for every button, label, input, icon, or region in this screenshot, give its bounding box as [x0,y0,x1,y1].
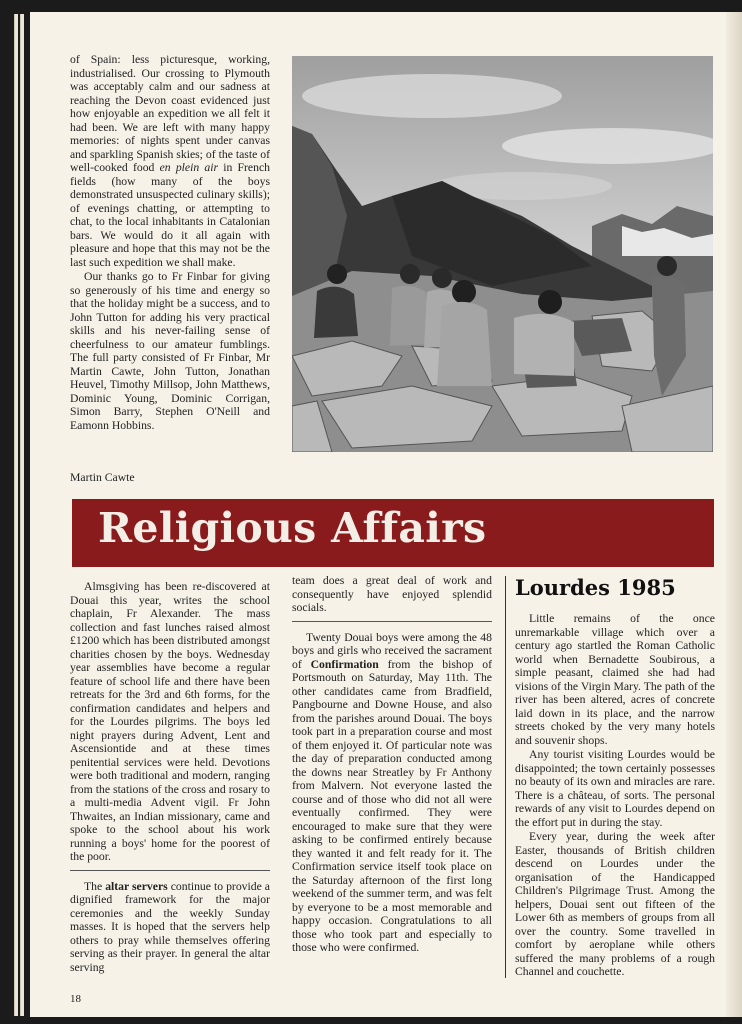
lourdes-heading: Lourdes 1985 [515,575,676,600]
text: continue to provide a dignified framework for the major ceremonies and the weekly Sunday masses. It is hoped that the servers help others to pray while themselves offering serving as their prayer. In general the altar serving [70,879,270,974]
altar-servers-paragraph [70,880,270,975]
page-edge [20,14,24,1016]
divider [70,870,270,871]
binding-gutter [726,12,742,1017]
page-number: 18 [70,993,81,1005]
column-divider [505,576,506,978]
altar-servers-continuation: team does a great deal of work and consequently have enjoyed splendid socials. [292,574,492,614]
lourdes-column [515,612,715,979]
section-banner [72,499,714,567]
lourdes-paragraph: Every year, during the week after Easter, thousands of British children descend on Lourdes under the organisation of the Handicapped Children's Pilgrimage Trust. Among the helpers, Douai sent out fifteen of the Lower 6th as members of groups from all over the country. Some travelled in comfort by aeroplane while others suffered the many problems of a rough Channel and couchette. [515,830,715,978]
expedition-photo [292,56,713,452]
divider [292,621,492,622]
text: in French fields (how many of the boys demonstrated unsuspected culinary skills); of evenings chatting, or attempting to chat, to the local inhabitants in Catalonian bars. We would do it all again with pleasure and hope that this may not be the last such expedition we shall make. [70,161,270,269]
text: from the bishop of Portsmouth on Saturday, May 11th. The other candidates came from Bradfield, Pangbourne and Downe House, and also from the parishes around Douai. The boys took part in a preparation course and most of them enjoyed it. Of particular note was the day of preparation conducted among the downs near Streatley by Fr Anthony from Malvern. Not everyone lasted the course and of those who did not all were eventually confirmed. They were encouraged to make sure that they were asking to be confirmed entirely because they wanted it and felt ready for it. The Confirmation service itself took place on the Saturday afternoon of the first long weekend of the summer term, and was felt by everyone to be a most memorable and happy occasion. Congratulations to all those who took part and especially to those who were confirmed. [292,657,493,954]
byline: Martin Cawte [70,471,135,484]
lourdes-paragraph: Little remains of the once unremarkable village which over a century ago startled the Roman Catholic world when Bernadette Soubirous, a simple peasant, claimed she had had visions of the Virgin Mary. The path of the river has been altered, acres of concrete laid down in its place, and the narrow streets choked by the very many hotels and souvenir shops. [515,612,715,747]
almsgiving-paragraph: Almsgiving has been re-discovered at Douai this year, writes the school chaplain, Fr Alexander. The mass collection and fast lunches raised almost £1200 which has been distributed amongst charities chosen by the boys. Wednesday year assemblies have become a regular feature of school life and there have been retreats for the 3rd and 6th forms, for the confirmation candidates and helpers and for the Lourdes pilgrims. The boys led night prayers during Advent, Lent and Ascensiontide and at these times penitential services were held. Devotions were both traditional and modern, ranging from the stations of the cross and rosary to a multi-media Advent vigil. Fr John Thwaites, an Indian missionary, came and spoke to the school about his work running a boys' home for the poorest of the poor. [70,580,270,863]
bold-phrase: Confirmation [310,657,379,671]
confirmation-column [292,574,492,955]
confirmation-paragraph [292,631,492,955]
section-title: Religious Affairs [98,504,487,552]
page-edge [14,14,18,1016]
text: The [84,879,103,893]
lourdes-paragraph: Any tourist visiting Lourdes would be disappointed; the town certainly possesses no beauty of its own and miracles are rare. There is a château, of sorts. The personal rewards of any visit to Lourdes depend on the effort put in during the stay. [515,748,715,829]
thanks-paragraph: Our thanks go to Fr Finbar for giving so generously of his time and energy so that the holiday might be a success, and to John Tutton for adding his very practical skills and his never-failing sense of cheerfulness to our amateur fumblings. The full party consisted of Fr Finbar, Mr Martin Cawte, John Tutton, Jonathan Heuvel, Timothy Millsop, John Matthews, Dominic Young, Dominic Corrigan, Simon Barry, Stephen O'Neill and Eamonn Hobbins. [70,270,270,432]
almsgiving-column [70,580,270,974]
bold-phrase: altar servers [105,879,168,893]
text: of Spain: less picturesque, working, industrialised. Our crossing to Plymouth was acceptably calm and our sadness at reaching the Devon coast evidenced just how enjoyable an expedition we all felt it had been. We are left with many happy memories: of nights spent under canvas and sparkling Spanish skies; of the taste of well-cooked food [70,53,270,174]
mountain-photo-illustration [292,56,713,452]
expedition-column [70,53,270,432]
text: Twenty Douai boys were among the 48 boys and girls who received the sacrament of [292,630,492,671]
expedition-paragraph [70,53,270,269]
italic-phrase: en plein air [159,161,219,174]
